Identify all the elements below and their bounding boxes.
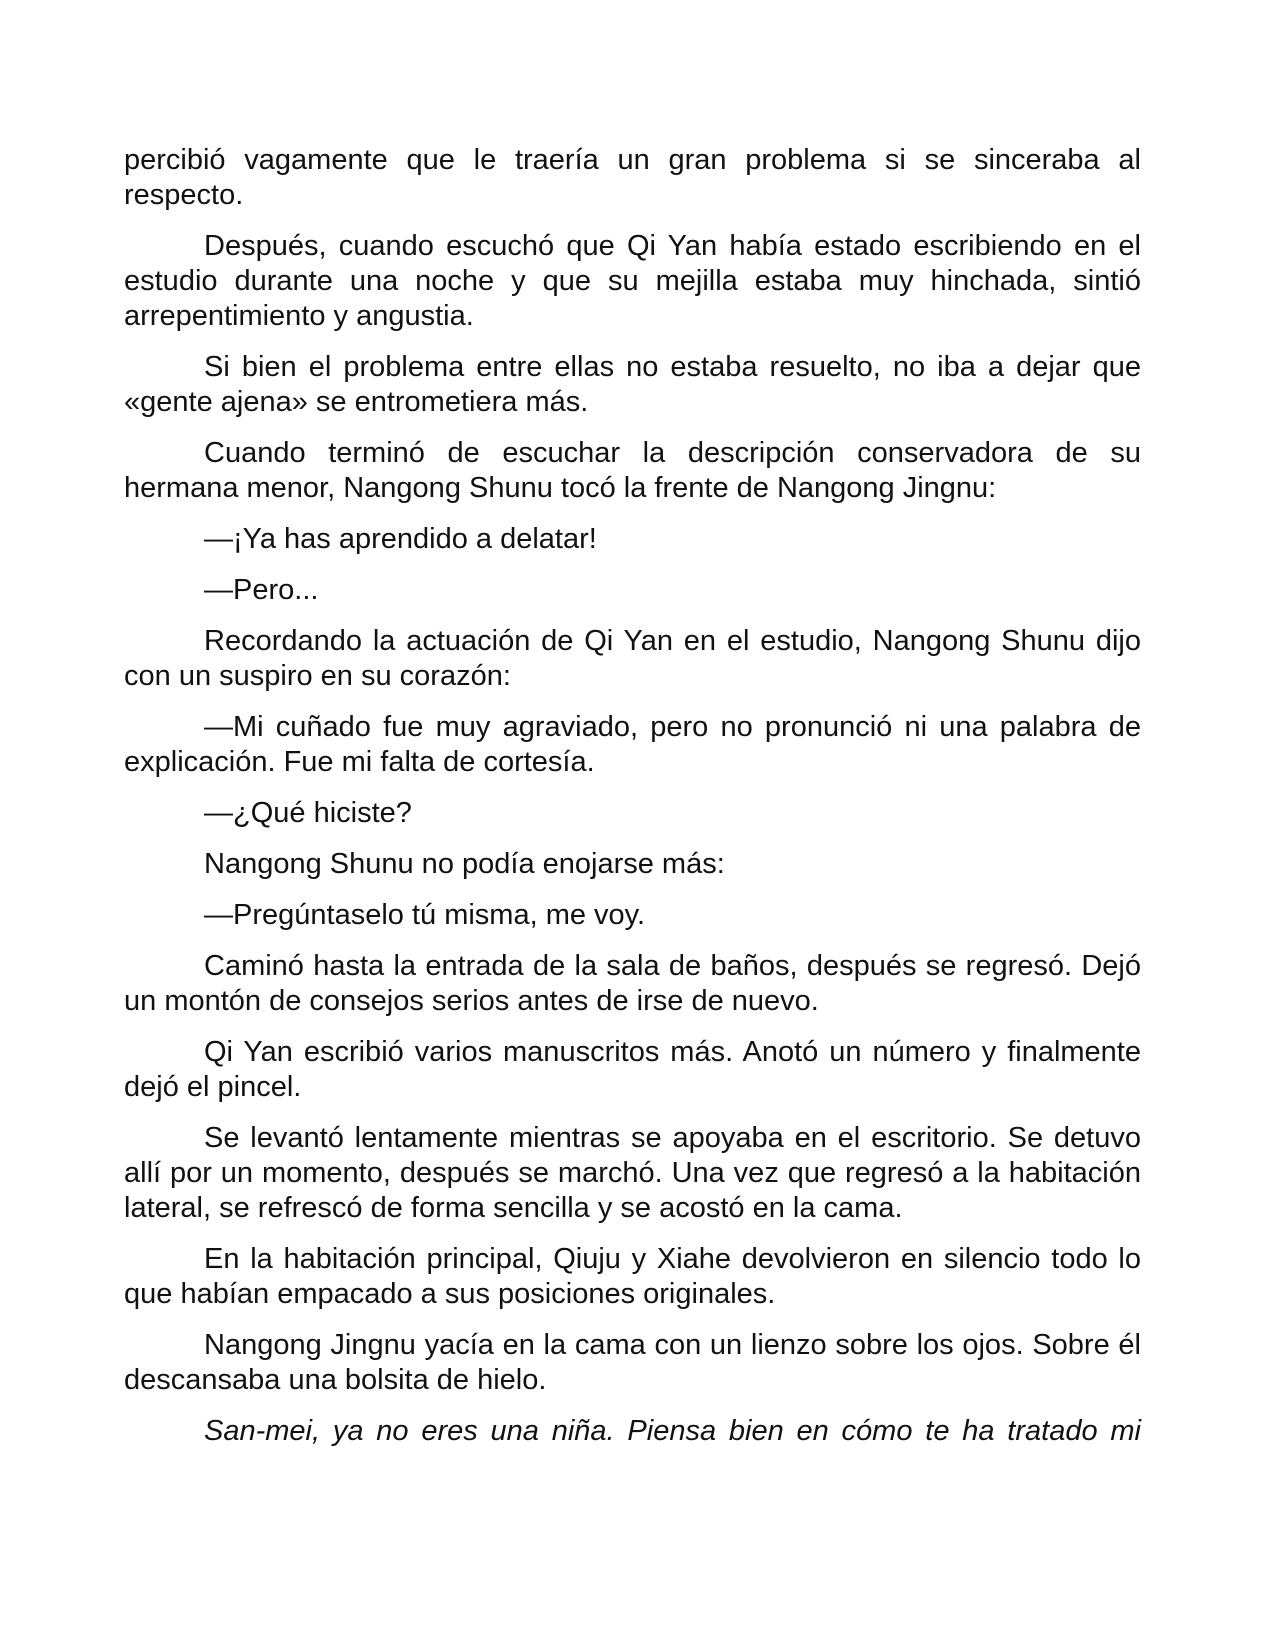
paragraph: Caminó hasta la entrada de la sala de baños, después se regresó. Dejó un montón de consejos serios antes de irse de nuevo. — [124, 950, 1141, 1017]
paragraph: —¡Ya has aprendido a delatar! — [204, 523, 597, 555]
paragraph: Nangong Jingnu yacía en la cama con un lienzo sobre los ojos. Sobre él descansaba una bolsita de hielo. — [124, 1329, 1141, 1396]
paragraph: Recordando la actuación de Qi Yan en el estudio, Nangong Shunu dijo con un suspiro en su corazón: — [124, 625, 1141, 692]
paragraph: Si bien el problema entre ellas no estaba resuelto, no iba a dejar que «gente ajena» se entrometiera más. — [124, 351, 1141, 418]
paragraph: Se levantó lentamente mientras se apoyaba en el escritorio. Se detuvo allí por un momento, después se marchó. Una vez que regresó a la habitación lateral, se refrescó de forma sencilla y se acostó en la cama. — [124, 1122, 1141, 1224]
paragraph: Qi Yan escribió varios manuscritos más. Anotó un número y finalmente dejó el pincel. — [124, 1036, 1141, 1103]
paragraph: En la habitación principal, Qiuju y Xiahe devolvieron en silencio todo lo que habían empacado a sus posiciones originales. — [124, 1243, 1141, 1310]
paragraph: Cuando terminó de escuchar la descripción conservadora de su hermana menor, Nangong Shunu tocó la frente de Nangong Jingnu: — [124, 437, 1141, 504]
paragraph: Después, cuando escuchó que Qi Yan había estado escribiendo en el estudio durante una noche y que su mejilla estaba muy hinchada, sintió arrepentimiento y angustia. — [124, 230, 1141, 332]
paragraph: —Pero... — [204, 574, 319, 606]
paragraph: —Pregúntaselo tú misma, me voy. — [204, 899, 646, 931]
document-page — [124, 143, 1141, 1465]
paragraph: Nangong Shunu no podía enojarse más: — [204, 848, 725, 880]
paragraph: percibió vagamente que le traería un gran problema si se sinceraba al respecto. — [124, 144, 1141, 211]
paragraph: San-mei, ya no eres una niña. Piensa bien en cómo te ha tratado mi — [204, 1415, 1141, 1447]
paragraph: —Mi cuñado fue muy agraviado, pero no pronunció ni una palabra de explicación. Fue mi falta de cortesía. — [124, 711, 1141, 778]
paragraph: —¿Qué hiciste? — [204, 797, 412, 829]
